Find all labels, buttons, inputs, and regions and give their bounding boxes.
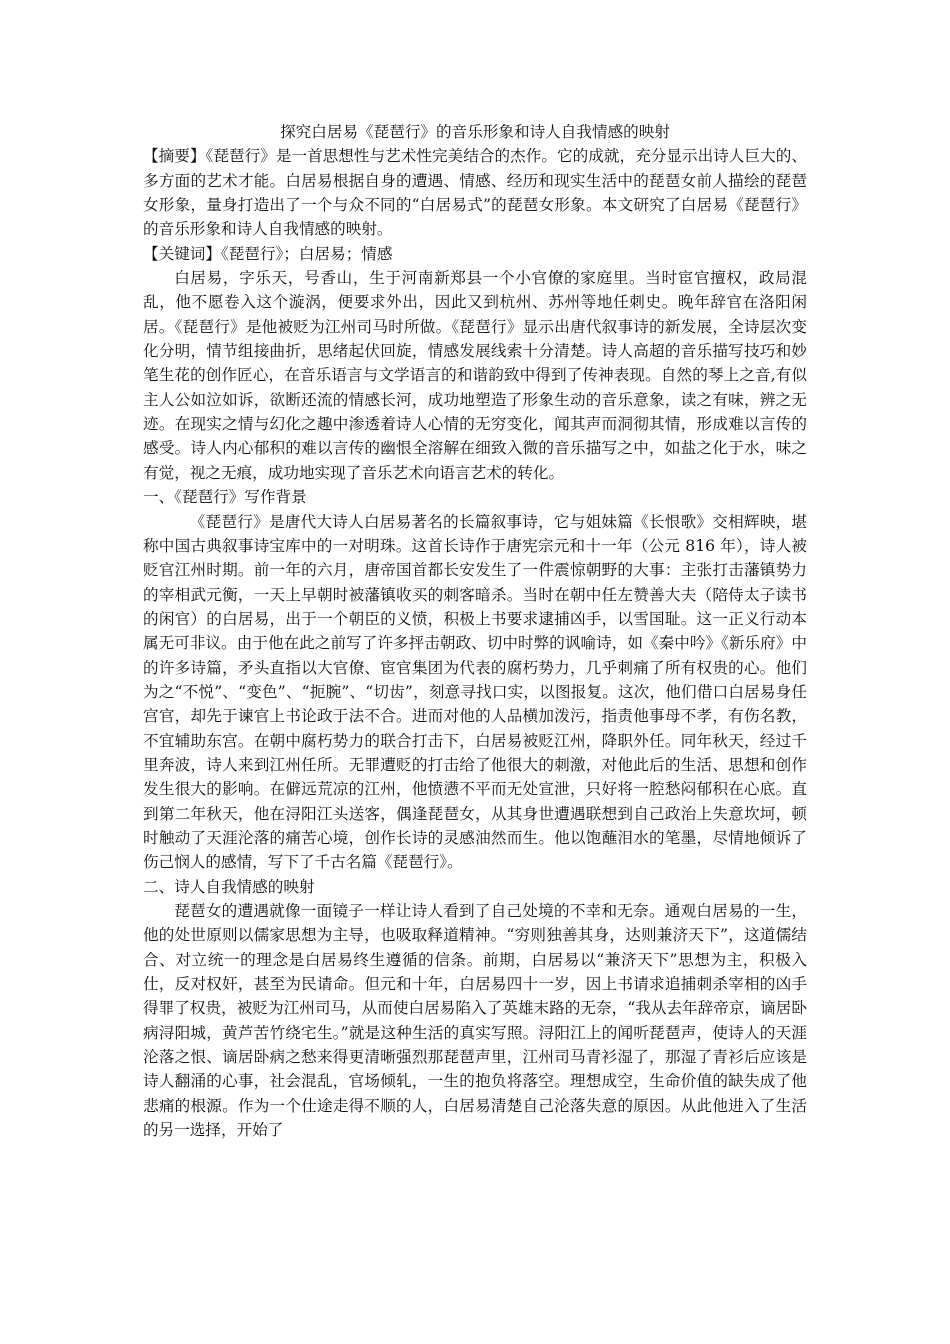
abstract-paragraph: 【摘要】《琵琶行》是一首思想性与艺术性完美结合的杰作。它的成就，充分显示出诗人巨大的、多方面的艺术才能。白居易根据自身的遭遇、情感、经历和现实生活中的琵琶女前人描绘的琵琶女形象，量身打造出了一个与众不同的“白居易式”的琵琶女形象。本文研究了白居易《琵琶行》的音乐形象和诗人自我情感的映射。: [143, 147, 807, 239]
section-1-heading: 一、《琵琶行》写作背景: [143, 488, 307, 507]
keywords-line: 【关键词】《琵琶行》；白居易；情感: [143, 244, 393, 263]
section-2-heading: 二、诗人自我情感的映射: [143, 877, 315, 896]
intro-paragraph: 白居易，字乐天，号香山，生于河南新郑县一个小官僚的家庭里。当时宦官擅权，政局混乱，他不愿卷入这个漩涡，便要求外出，因此又到杭州、苏州等地任刺史。晚年辞官在洛阳闲居。《琵琶行》是他被贬为江州司马时所做。《琵琶行》显示出唐代叙事诗的新发展，全诗层次变化分明，情节组接曲折，思绪起伏回旋，情感发展线索十分清楚。诗人高超的音乐描写技巧和妙笔生花的创作匠心，在音乐语言与文学语言的和谐韵致中得到了传神表现。自然的琴上之音,有似主人公如泣如诉，欲断还流的情感长河，成功地塑造了形象生动的音乐意象，读之有味，辨之无迹。在现实之情与幻化之趣中渗透着诗人心情的无穷变化，闻其声而洞彻其情，形成难以言传的感受。诗人内心郁积的难以言传的幽恨全溶解在细致入微的音乐描写之中，如盐之化于水，味之有觉，视之无痕，成功地实现了音乐艺术向语言艺术的转化。: [143, 269, 807, 482]
document-title: 探究白居易《琵琶行》的音乐形象和诗人自我情感的映射: [280, 123, 670, 141]
section-1-paragraph: 《琵琶行》是唐代大诗人白居易著名的长篇叙事诗，它与姐妹篇《长恨歌》交相辉映，堪称中国古典叙事诗宝库中的一对明珠。这首长诗作于唐宪宗元和十一年（公元 816 年），诗人被贬官江州时期。前一年的六月，唐帝国首都长安发生了一件震惊朝野的大事：主张打击藩镇势力的宰相武元衡，一天上早朝时被藩镇收买的刺客暗杀。当时在朝中任左赞善大夫（陪侍太子读书的闲官）的白居易，出于一个朝臣的义愤，积极上书要求逮捕凶手，以雪国耻。这一正义行动本属无可非议。由于他在此之前写了许多抨击朝政、切中时弊的讽喻诗，如《秦中吟》《新乐府》中的许多诗篇，矛头直指以大官僚、宦官集团为代表的腐朽势力，几乎刺痛了所有权贵的心。他们为之“不悦”、“变色”、“扼腕”、“切齿”，刻意寻找口实，以图报复。这次，他们借口白居易身任宫官，却先于谏官上书论政于法不合。进而对他的人品横加泼污，指责他事母不孝，有伤名教，不宜辅助东宫。在朝中腐朽势力的联合打击下，白居易被贬江州，降职外任。同年秋天，经过千里奔波，诗人来到江州任所。无罪遭贬的打击给了他很大的刺激，对他此后的生活、思想和创作发生很大的影响。在僻远荒凉的江州，他愤懑不平而无处宣泄，只好将一腔愁闷郁积在心底。直到第二年秋天，他在浔阳江头送客，偶逢琵琶女，从其身世遭遇联想到自己政治上失意坎坷，顿时触动了天涯沦落的痛苦心境，创作长诗的灵感油然而生。他以饱蘸泪水的笔墨，尽情地倾诉了伤己悯人的感情，写下了千古名篇《琵琶行》。: [143, 512, 807, 872]
document-page: [143, 120, 807, 1142]
section-2-paragraph: 琵琶女的遭遇就像一面镜子一样让诗人看到了自己处境的不幸和无奈。通观白居易的一生，他的处世原则以儒家思想为主导，也吸取释道精神。“穷则独善其身，达则兼济天下”，这道儒结合、对立统一的理念是白居易终生遵循的信条。前期，白居易以“兼济天下”思想为主，积极入仕，反对权奸，甚至为民请命。但元和十年，白居易四十一岁，因上书请求追捕刺杀宰相的凶手得罪了权贵，被贬为江州司马，从而使白居易陷入了英雄末路的无奈，“我从去年辞帝京，谪居卧病浔阳城，黄芦苦竹绕宅生。”就是这种生活的真实写照。浔阳江上的闻听琵琶声，使诗人的天涯沦落之恨、谪居卧病之愁来得更清晰强烈那琵琶声里，江州司马青衫湿了，那湿了青衫后应该是诗人翻涌的心事，社会混乱，官场倾轧，一生的抱负将落空。理想成空，生命价值的缺失成了他悲痛的根源。作为一个仕途走得不顺的人，白居易清楚自己沦落失意的原因。从此他进入了生活的另一选择，开始了: [143, 902, 807, 1140]
